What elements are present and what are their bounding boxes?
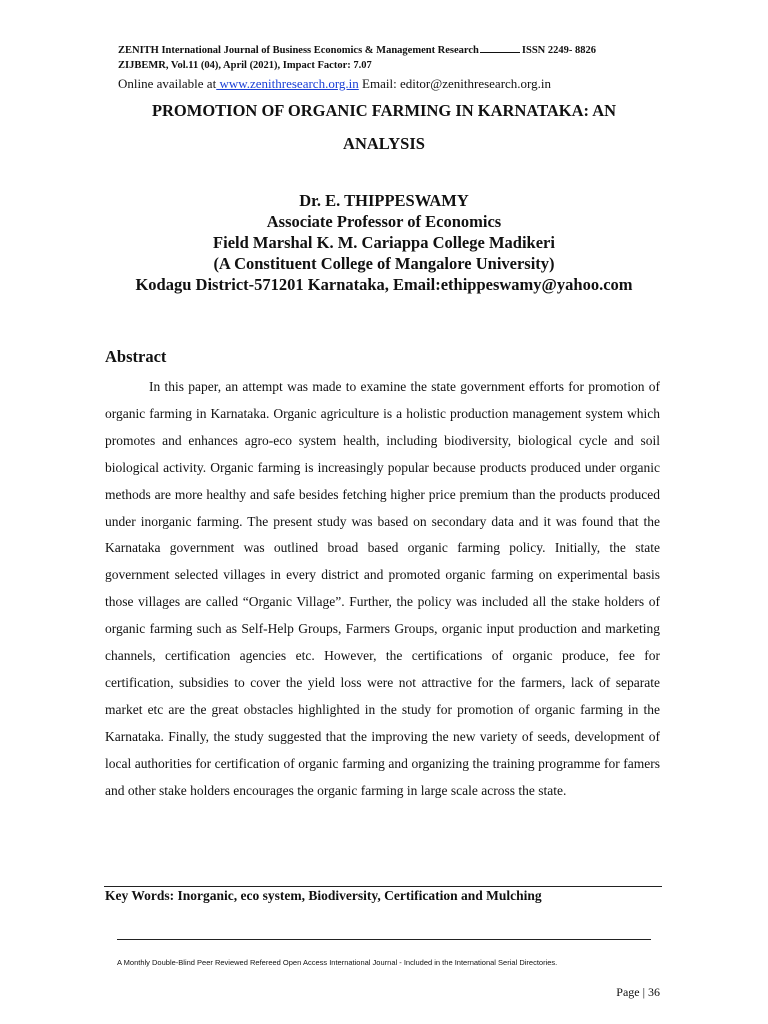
online-availability [118, 76, 551, 92]
journal-website-link[interactable]: www.zenithresearch.org.in [216, 76, 359, 91]
issn: ISSN 2249- 8826 [521, 45, 597, 56]
volume-info: ZIJBEMR, Vol.11 (04), April (2021), Impact Factor: 7.07 [118, 60, 372, 71]
abstract-text: In this paper, an attempt was made to examine the state government efforts for promotion of organic farming in Karnataka. Organic agriculture is a holistic production management system which promotes and enhances agro-eco system health, including biodiversity, biological cycle and soil biological activity. Organic farming is increasingly popular because products produced under organic methods are more healthy and safe besides fetching higher price premium than the products produced under inorganic farming. The present study was based on secondary data and it was found that the Karnataka government was outlined broad based organic farming policy. Initially, the state government selected villages in every district and promoted organic farming on experimental basis those villages are called “Organic Village”. Further, the policy was included all the stake holders of organic farming such as Self-Help Groups, Farmers Groups, organic input production and marketing channels, certification agencies etc. However, the certifications of organic produce, fee for certification, subsidies to cover the yield loss were not attractive for the farmers, lack of separate market etc are the great obstacles highlighted in the study for promotion of organic farming in the Karnataka. Finally, the study suggested that the improving the new variety of seeds, development of local authorities for certification of organic farming and organizing the training programme for famers and other stake holders encourages the organic farming in large scale across the state. [105, 379, 660, 798]
author-affiliation: (A Constituent College of Mangalore University) [213, 254, 555, 273]
journal-name: ZENITH International Journal of Business Economics & Management Research [118, 45, 479, 56]
page-number: Page | 36 [616, 985, 660, 999]
author-position: Associate Professor of Economics [266, 212, 502, 231]
keywords: Key Words: Inorganic, eco system, Biodiversity, Certification and Mulching [105, 888, 542, 903]
author-college: Field Marshal K. M. Cariappa College Madikeri [213, 233, 555, 252]
header-separator [480, 43, 520, 53]
abstract-heading: Abstract [105, 347, 167, 366]
keywords-divider [104, 886, 662, 887]
footer-note: A Monthly Double-Blind Peer Reviewed Refereed Open Access International Journal - Included in the International Serial Directories. [117, 958, 558, 967]
author-name: Dr. E. THIPPESWAMY [299, 191, 469, 210]
paper-title-line-2: ANALYSIS [343, 134, 425, 153]
author-address: Kodagu District-571201 Karnataka, Email:ethippeswamy@yahoo.com [135, 275, 633, 294]
journal-email: Email: editor@zenithresearch.org.in [362, 76, 552, 91]
paper-title-line-1: PROMOTION OF ORGANIC FARMING IN KARNATAKA: AN [151, 101, 617, 120]
footer-divider [117, 939, 651, 940]
journal-header [118, 43, 596, 56]
online-label: Online available at [118, 76, 217, 91]
